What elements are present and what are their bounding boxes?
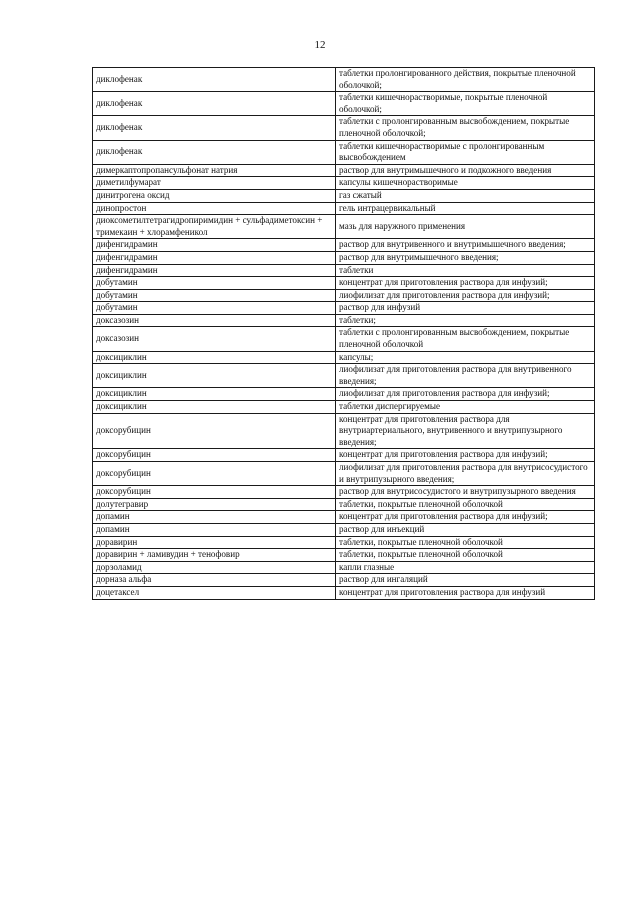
table-row bbox=[93, 239, 595, 252]
dosage-form-cell: таблетки с пролонгированным высвобождением, покрытые пленочной оболочкой bbox=[336, 327, 595, 351]
dosage-form-cell: таблетки, покрытые пленочной оболочкой bbox=[336, 498, 595, 511]
table-row bbox=[93, 177, 595, 190]
table-row bbox=[93, 251, 595, 264]
table-row bbox=[93, 574, 595, 587]
table-row bbox=[93, 68, 595, 92]
drug-name-cell: доксициклин bbox=[93, 401, 336, 414]
table-body bbox=[93, 68, 595, 600]
dosage-form-cell: капсулы кишечнорастворимые bbox=[336, 177, 595, 190]
dosage-form-cell: гель интрацервикальный bbox=[336, 202, 595, 215]
table-row bbox=[93, 401, 595, 414]
dosage-form-cell: капли глазные bbox=[336, 561, 595, 574]
drug-name-cell: доксициклин bbox=[93, 364, 336, 388]
table-row bbox=[93, 486, 595, 499]
drug-name-cell: диметилфумарат bbox=[93, 177, 336, 190]
drug-name-cell: димеркаптопропансульфонат натрия bbox=[93, 164, 336, 177]
drug-name-cell: дифенгидрамин bbox=[93, 264, 336, 277]
drug-name-cell: доксорубицин bbox=[93, 413, 336, 449]
drug-name-cell: диклофенак bbox=[93, 92, 336, 116]
drug-table bbox=[92, 67, 595, 600]
drug-name-cell: допамин bbox=[93, 511, 336, 524]
page-number: 12 bbox=[314, 39, 326, 51]
dosage-form-cell: таблетки диспергируемые bbox=[336, 401, 595, 414]
drug-name-cell: доксициклин bbox=[93, 351, 336, 364]
table-row bbox=[93, 289, 595, 302]
table-row bbox=[93, 561, 595, 574]
drug-name-cell: доравирин bbox=[93, 536, 336, 549]
dosage-form-cell: раствор для внутрисосудистого и внутрипузырного введения bbox=[336, 486, 595, 499]
dosage-form-cell: таблетки, покрытые пленочной оболочкой bbox=[336, 549, 595, 562]
dosage-form-cell: раствор для инфузий bbox=[336, 302, 595, 315]
drug-name-cell: долутегравир bbox=[93, 498, 336, 511]
drug-name-cell: доксорубицин bbox=[93, 486, 336, 499]
table-row bbox=[93, 413, 595, 449]
table-row bbox=[93, 116, 595, 140]
dosage-form-cell: концентрат для приготовления раствора для внутриартериального, внутривенного и внутрипузырного введения; bbox=[336, 413, 595, 449]
dosage-form-cell: лиофилизат для приготовления раствора для внутривенного введения; bbox=[336, 364, 595, 388]
dosage-form-cell: таблетки кишечнорастворимые с пролонгированным высвобождением bbox=[336, 140, 595, 164]
drug-name-cell: динопростон bbox=[93, 202, 336, 215]
drug-name-cell: доксазозин bbox=[93, 327, 336, 351]
table-row bbox=[93, 140, 595, 164]
dosage-form-cell: концентрат для приготовления раствора для инфузий; bbox=[336, 511, 595, 524]
dosage-form-cell: таблетки; bbox=[336, 314, 595, 327]
dosage-form-cell: лиофилизат для приготовления раствора для инфузий; bbox=[336, 388, 595, 401]
table-row bbox=[93, 277, 595, 290]
table-row bbox=[93, 523, 595, 536]
table-row bbox=[93, 264, 595, 277]
dosage-form-cell: мазь для наружного применения bbox=[336, 215, 595, 239]
dosage-form-cell: концентрат для приготовления раствора для инфузий; bbox=[336, 277, 595, 290]
table-row bbox=[93, 549, 595, 562]
table-row bbox=[93, 511, 595, 524]
table-row bbox=[93, 449, 595, 462]
drug-name-cell: доксициклин bbox=[93, 388, 336, 401]
drug-name-cell: дифенгидрамин bbox=[93, 251, 336, 264]
dosage-form-cell: концентрат для приготовления раствора для инфузий bbox=[336, 586, 595, 599]
dosage-form-cell: лиофилизат для приготовления раствора для инфузий; bbox=[336, 289, 595, 302]
table-row bbox=[93, 164, 595, 177]
table-row bbox=[93, 215, 595, 239]
table-row bbox=[93, 536, 595, 549]
drug-name-cell: добутамин bbox=[93, 277, 336, 290]
table-row bbox=[93, 351, 595, 364]
table-row bbox=[93, 202, 595, 215]
dosage-form-cell: таблетки пролонгированного действия, покрытые пленочной оболочкой; bbox=[336, 68, 595, 92]
drug-name-cell: доцетаксел bbox=[93, 586, 336, 599]
drug-name-cell: диоксометилтетрагидропиримидин + сульфадиметоксин + тримекаин + хлорамфеникол bbox=[93, 215, 336, 239]
drug-name-cell: добутамин bbox=[93, 302, 336, 315]
dosage-form-cell: таблетки bbox=[336, 264, 595, 277]
dosage-form-cell: концентрат для приготовления раствора для инфузий; bbox=[336, 449, 595, 462]
dosage-form-cell: капсулы; bbox=[336, 351, 595, 364]
drug-name-cell: дорназа альфа bbox=[93, 574, 336, 587]
drug-name-cell: доксорубицин bbox=[93, 449, 336, 462]
dosage-form-cell: газ сжатый bbox=[336, 189, 595, 202]
drug-name-cell: динитрогена оксид bbox=[93, 189, 336, 202]
table-row bbox=[93, 314, 595, 327]
dosage-form-cell: таблетки с пролонгированным высвобождением, покрытые пленочной оболочкой; bbox=[336, 116, 595, 140]
dosage-form-cell: раствор для инъекций bbox=[336, 523, 595, 536]
dosage-form-cell: раствор для внутривенного и внутримышечного введения; bbox=[336, 239, 595, 252]
table-row bbox=[93, 586, 595, 599]
drug-name-cell: дорзоламид bbox=[93, 561, 336, 574]
dosage-form-cell: раствор для внутримышечного и подкожного введения bbox=[336, 164, 595, 177]
dosage-form-cell: таблетки, покрытые пленочной оболочкой bbox=[336, 536, 595, 549]
drug-name-cell: диклофенак bbox=[93, 140, 336, 164]
table-row bbox=[93, 327, 595, 351]
drug-name-cell: диклофенак bbox=[93, 116, 336, 140]
table-row bbox=[93, 302, 595, 315]
table-row bbox=[93, 462, 595, 486]
drug-name-cell: допамин bbox=[93, 523, 336, 536]
drug-name-cell: доравирин + ламивудин + тенофовир bbox=[93, 549, 336, 562]
table-row bbox=[93, 189, 595, 202]
table-row bbox=[93, 364, 595, 388]
table-row bbox=[93, 498, 595, 511]
drug-name-cell: доксазозин bbox=[93, 314, 336, 327]
drug-name-cell: добутамин bbox=[93, 289, 336, 302]
drug-name-cell: дифенгидрамин bbox=[93, 239, 336, 252]
dosage-form-cell: лиофилизат для приготовления раствора для внутрисосудистого и внутрипузырного введения; bbox=[336, 462, 595, 486]
drug-name-cell: доксорубицин bbox=[93, 462, 336, 486]
drug-name-cell: диклофенак bbox=[93, 68, 336, 92]
table-row bbox=[93, 388, 595, 401]
dosage-form-cell: раствор для внутримышечного введения; bbox=[336, 251, 595, 264]
dosage-form-cell: таблетки кишечнорастворимые, покрытые пленочной оболочкой; bbox=[336, 92, 595, 116]
table-row bbox=[93, 92, 595, 116]
dosage-form-cell: раствор для ингаляций bbox=[336, 574, 595, 587]
